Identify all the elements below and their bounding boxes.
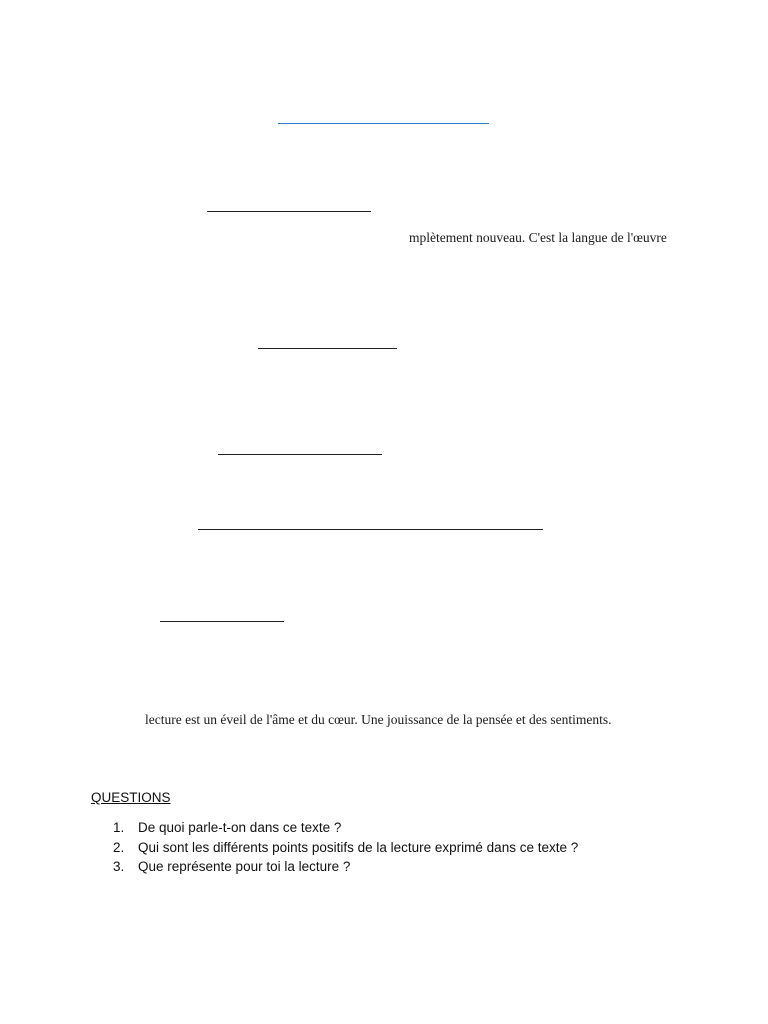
question-number: 3.: [113, 859, 125, 874]
question-text: De quoi parle-t-on dans ce texte ?: [138, 820, 342, 835]
questions-heading: QUESTIONS: [91, 790, 171, 805]
underline-rule: [258, 348, 397, 349]
underline-rule: [218, 454, 382, 455]
underline-rule: [198, 529, 543, 530]
text-fragment-1: mplètement nouveau. C'est la langue de l'œuvre: [409, 230, 667, 245]
link-underline[interactable]: [278, 123, 489, 124]
underline-rule: [160, 621, 284, 622]
question-text: Qui sont les différents points positifs de la lecture exprimé dans ce texte ?: [138, 839, 579, 855]
question-number: 1.: [113, 820, 125, 835]
question-number: 2.: [113, 839, 125, 855]
text-fragment-2: lecture est un éveil de l'âme et du cœur. Une jouissance de la pensée et des sentiments.: [145, 712, 612, 727]
question-text: Que représente pour toi la lecture ?: [138, 859, 351, 874]
underline-rule: [207, 211, 371, 212]
